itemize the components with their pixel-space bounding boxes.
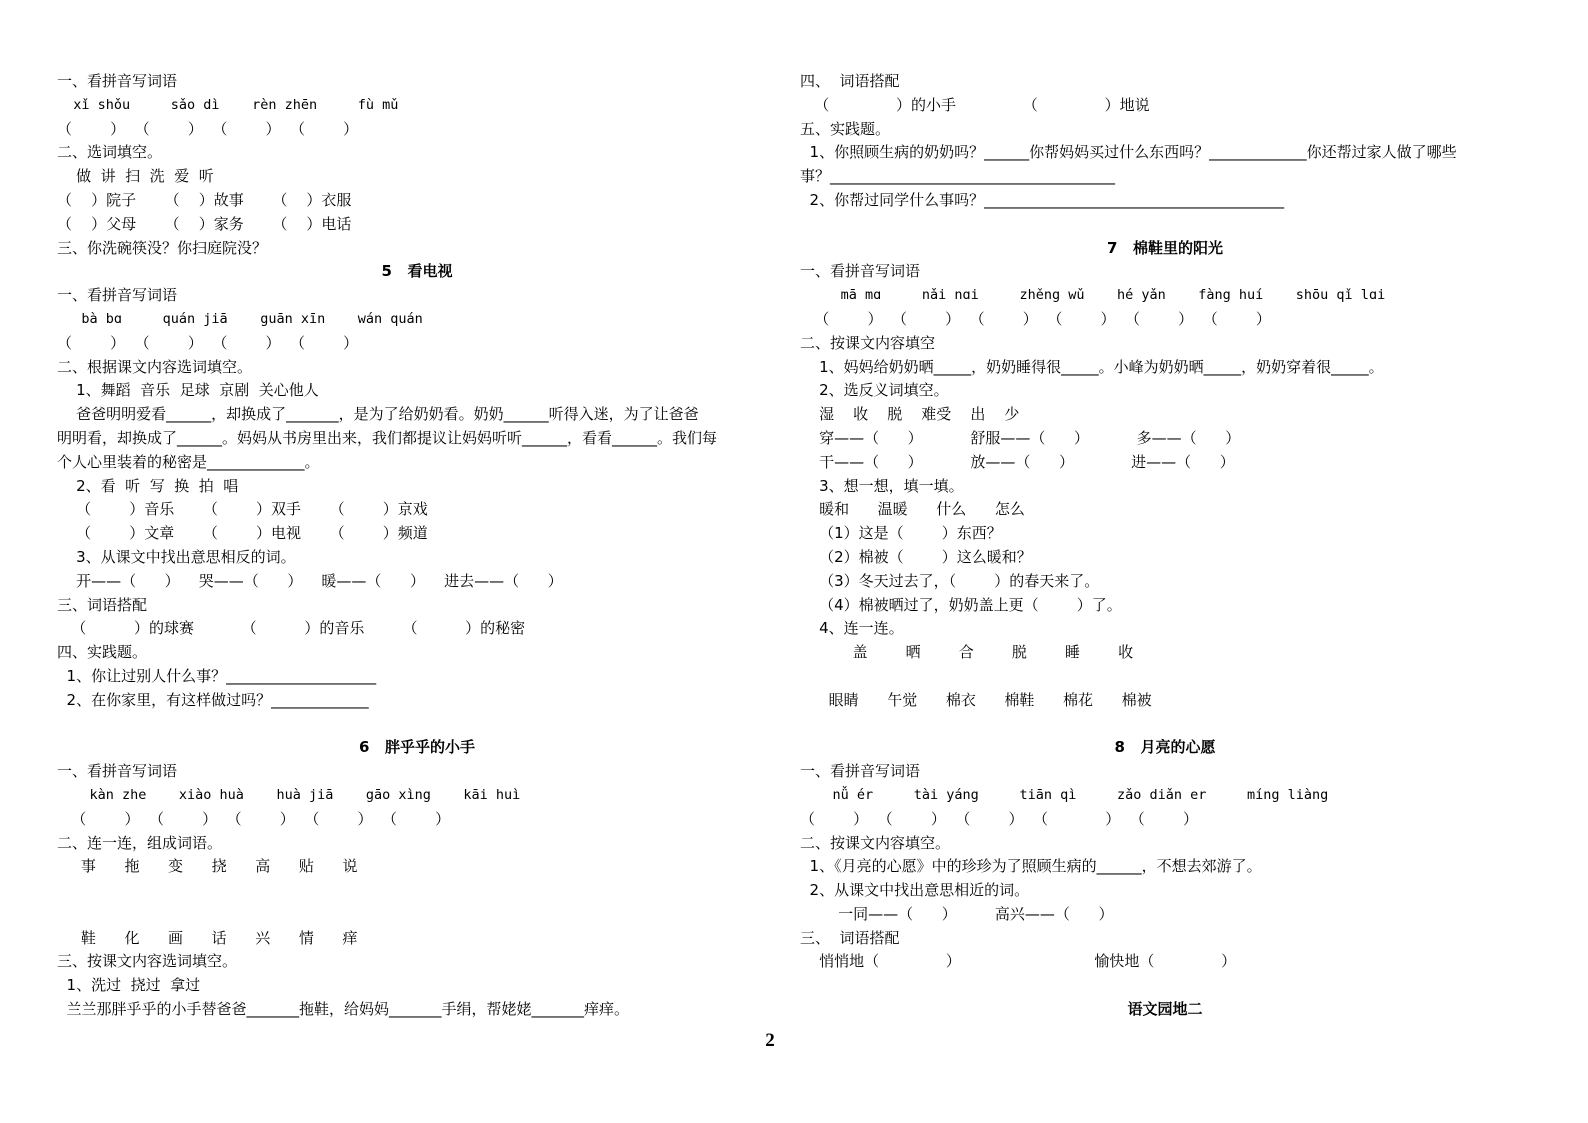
text-line: 二、根据课文内容选词填空。	[57, 357, 253, 376]
text-line: 二、选词填空。	[57, 143, 163, 162]
text-line: 2、你帮过同学什么事吗？________________________________________	[800, 190, 1285, 209]
text-line: 干——（ ） 放——（ ） 进——（ ）	[800, 452, 1235, 471]
text-line: 个人心里装着的秘密是_____________。	[57, 452, 320, 471]
text-line: 二、按课文内容填空。	[800, 833, 951, 852]
text-line: 暖和 温暖 什么 怎么	[800, 500, 1025, 519]
text-line: （ ）父母 （ ）家务 （ ）电话	[57, 214, 352, 233]
text-line: 4、连一连。	[800, 619, 904, 638]
text-line: 3、想一想，填一填。	[800, 476, 964, 495]
left-column	[57, 70, 777, 1022]
text-line: （3）冬天过去了，（ ）的春天来了。	[800, 571, 1100, 590]
text-line: 1、你照顾生病的奶奶吗？______你帮妈妈买过什么东西吗？_____________你还帮过家人做了哪些	[800, 143, 1457, 162]
text-line: 1、《月亮的心愿》中的珍珍为了照顾生病的______，不想去郊游了。	[800, 857, 1262, 876]
text-line: （ ） （ ） （ ） （ ）	[57, 333, 359, 352]
text-line: （ ） （ ） （ ） （ ） （ ）	[57, 809, 451, 828]
text-line: （4）棉被晒过了，奶奶盖上更（ ）了。	[800, 595, 1122, 614]
text-line: 一、看拼音写词语	[57, 72, 178, 90]
pinyin-line: bà bɑ quán jiā guān xīn wán quán	[57, 310, 423, 327]
text-line: 穿——（ ） 舒服——（ ） 多——（ ）	[800, 428, 1241, 447]
text-line: 四、实践题。	[57, 643, 148, 662]
text-line: 1、妈妈给奶奶晒_____，奶奶睡得很_____。小峰为奶奶晒_____，奶奶穿着很_____。	[800, 357, 1384, 376]
text-line: （2）棉被（ ）这么暖和？	[800, 547, 1032, 566]
text-line: （ ） （ ） （ ） （ ）	[57, 119, 359, 138]
text-line: 1、洗过 挠过 拿过	[57, 976, 201, 995]
text-line: 爸爸明明爱看______，却换成了_______，是为了给奶奶看。奶奶______听得入迷，为了让爸爸	[57, 405, 699, 424]
text-line: 一、看拼音写词语	[800, 262, 921, 281]
text-line: 鞋 化 画 话 兴 情 痒	[57, 928, 358, 947]
text-line: （1）这是（ ）东西？	[800, 524, 1002, 543]
spacer	[800, 665, 1530, 689]
text-line: 三、你洗碗筷没？你扫庭院没？	[57, 238, 268, 257]
text-line: 二、连一连，组成词语。	[57, 833, 223, 852]
text-line: （ ）的球赛 （ ）的音乐 （ ）的秘密	[57, 619, 526, 638]
text-line: 2、在你家里，有这样做过吗？_____________	[57, 690, 369, 709]
text-line: 事 拖 变 挠 高 贴 说	[57, 857, 358, 876]
text-line: 湿 收 脱 难受 出 少	[800, 405, 1020, 424]
section-title: 8 月亮的心愿	[1114, 738, 1216, 757]
text-line: 盖 晒 合 脱 睡 收	[800, 643, 1134, 662]
section-title: 7 棉鞋里的阳光	[1106, 238, 1224, 257]
text-line: 明明看，却换成了______。妈妈从书房里出来，我们都提议让妈妈听听______，看看______。我们每	[57, 428, 718, 447]
section-title: 6 胖乎乎的小手	[358, 738, 476, 757]
text-line: 二、按课文内容填空	[800, 333, 936, 352]
text-line: 1、你让过别人什么事？____________________	[57, 666, 377, 685]
spacer	[800, 213, 1530, 237]
spacer	[800, 713, 1530, 737]
pinyin-line: mā mɑ nǎi nɑi zhěng wǔ hé yǎn fàng huí shōu qǐ lɑi	[800, 287, 1386, 304]
right-column	[800, 70, 1530, 1022]
section-title: 语文园地二	[1127, 1000, 1203, 1019]
text-line: （ ） （ ） （ ） （ ） （ ）	[800, 809, 1198, 828]
text-line: （ ） （ ） （ ） （ ） （ ） （ ）	[800, 309, 1271, 328]
text-line: 三、按课文内容选词填空。	[57, 952, 238, 971]
text-line: 兰兰那胖乎乎的小手替爸爸_______拖鞋，给妈妈_______手绢，帮姥姥_______痒痒。	[57, 1000, 630, 1019]
text-line: 2、看 听 写 换 拍 唱	[57, 476, 239, 495]
page-number: 2	[765, 1030, 775, 1051]
text-line: 四、 词语搭配	[800, 72, 900, 90]
section-title: 5 看电视	[381, 262, 453, 281]
text-line: 做 讲 扫 洗 爱 听	[57, 167, 214, 186]
text-line: 三、 词语搭配	[800, 928, 900, 947]
text-line: 2、选反义词填空。	[800, 381, 949, 400]
text-line: 五、实践题。	[800, 119, 891, 138]
text-line: 一同——（ ） 高兴——（ ）	[800, 904, 1114, 923]
spacer	[800, 974, 1530, 998]
text-line: 2、从课文中找出意思相近的词。	[800, 881, 1030, 900]
text-line: （ ）的小手 （ ）地说	[800, 95, 1150, 114]
text-line: 眼睛 午觉 棉衣 棉鞋 棉花 棉被	[800, 690, 1152, 709]
text-line: 3、从课文中找出意思相反的词。	[57, 547, 296, 566]
text-line: （ ）音乐 （ ）双手 （ ）京戏	[57, 500, 428, 519]
text-line: （ ）文章 （ ）电视 （ ）频道	[57, 524, 428, 543]
text-line: 1、舞蹈 音乐 足球 京剧 关心他人	[57, 381, 319, 400]
pinyin-line: xǐ shǒu sǎo dì rèn zhēn fù mǔ	[57, 96, 399, 113]
text-line: 一、看拼音写词语	[57, 762, 178, 781]
text-line: 三、词语搭配	[57, 595, 148, 614]
pinyin-line: nǚ ér tài yáng tiān qì zǎo diǎn er míng liàng	[800, 786, 1329, 803]
text-line: 事？______________________________________	[800, 167, 1116, 186]
pinyin-line: kàn zhe xiào huà huà jiā gāo xìng kāi huì	[57, 786, 521, 803]
text-line: （ ）院子 （ ）故事 （ ）衣服	[57, 190, 352, 209]
text-line: 开——（ ） 哭——（ ） 暖——（ ） 进去——（ ）	[57, 571, 563, 590]
spacer	[57, 879, 777, 927]
text-line: 悄悄地（ ） 愉快地（ ）	[800, 952, 1237, 971]
text-line: 一、看拼音写词语	[57, 286, 178, 305]
spacer	[57, 713, 777, 737]
text-line: 一、看拼音写词语	[800, 762, 921, 781]
